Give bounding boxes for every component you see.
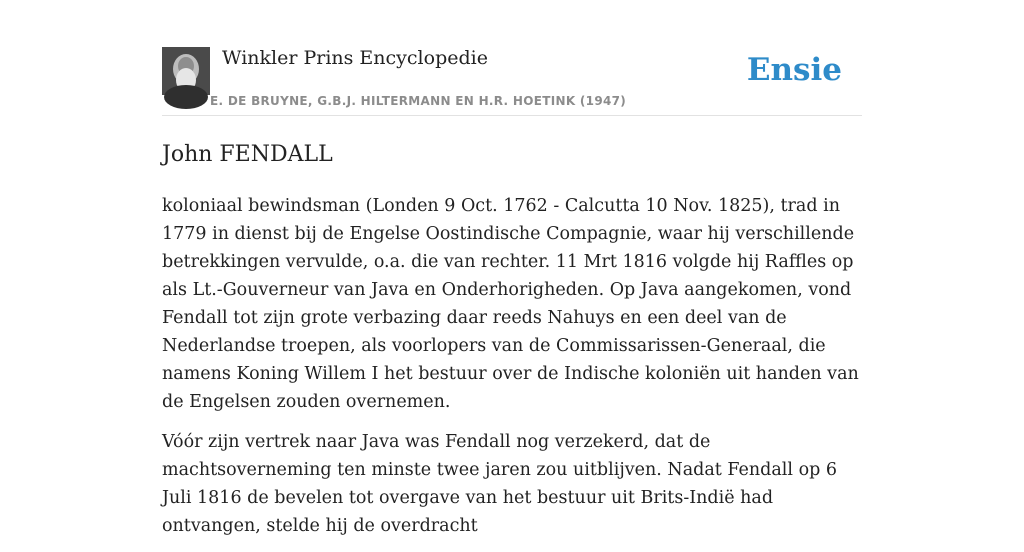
source-authors: E. DE BRUYNE, G.B.J. HILTERMANN EN H.R. HOETINK (1947) xyxy=(210,94,627,108)
source-header xyxy=(162,0,862,116)
page xyxy=(162,0,862,536)
article-paragraph: Vóór zijn vertrek naar Java was Fendall nog verzekerd, dat de machtsoverneming ten minste twee jaren zou uitblijven. Nadat Fendall op 6 Juli 1816 de bevelen tot overgave van het bestuur uit Brits-Indië had ontvangen, stelde hij de overdracht xyxy=(162,432,837,536)
article-title: John FENDALL xyxy=(162,142,333,167)
portrait-avatar-graphic xyxy=(162,47,210,95)
source-title[interactable]: Winkler Prins Encyclopedie xyxy=(222,47,488,69)
article-paragraph: koloniaal bewindsman (Londen 9 Oct. 1762 - Calcutta 10 Nov. 1825), trad in 1779 in dienst bij de Engelse Oostindische Compagnie, waar hij verschillende betrekkingen vervulde, o.a. die van rechter. 11 Mrt 1816 volgde hij Raffles op als Lt.-Gouverneur van Java en Onderhorigheden. Op Java aangekomen, vond Fendall tot zijn grote verbazing daar reeds Nahuys en een deel van de Nederlandse troepen, als voorlopers van de Commissarissen-Generaal, die namens Koning Willem I het bestuur over de Indische koloniën uit handen van de Engelsen zouden overnemen. xyxy=(162,196,859,412)
portrait-avatar-icon[interactable] xyxy=(162,47,210,95)
article-body xyxy=(162,192,862,552)
brand-logo[interactable]: Ensie xyxy=(746,52,842,88)
